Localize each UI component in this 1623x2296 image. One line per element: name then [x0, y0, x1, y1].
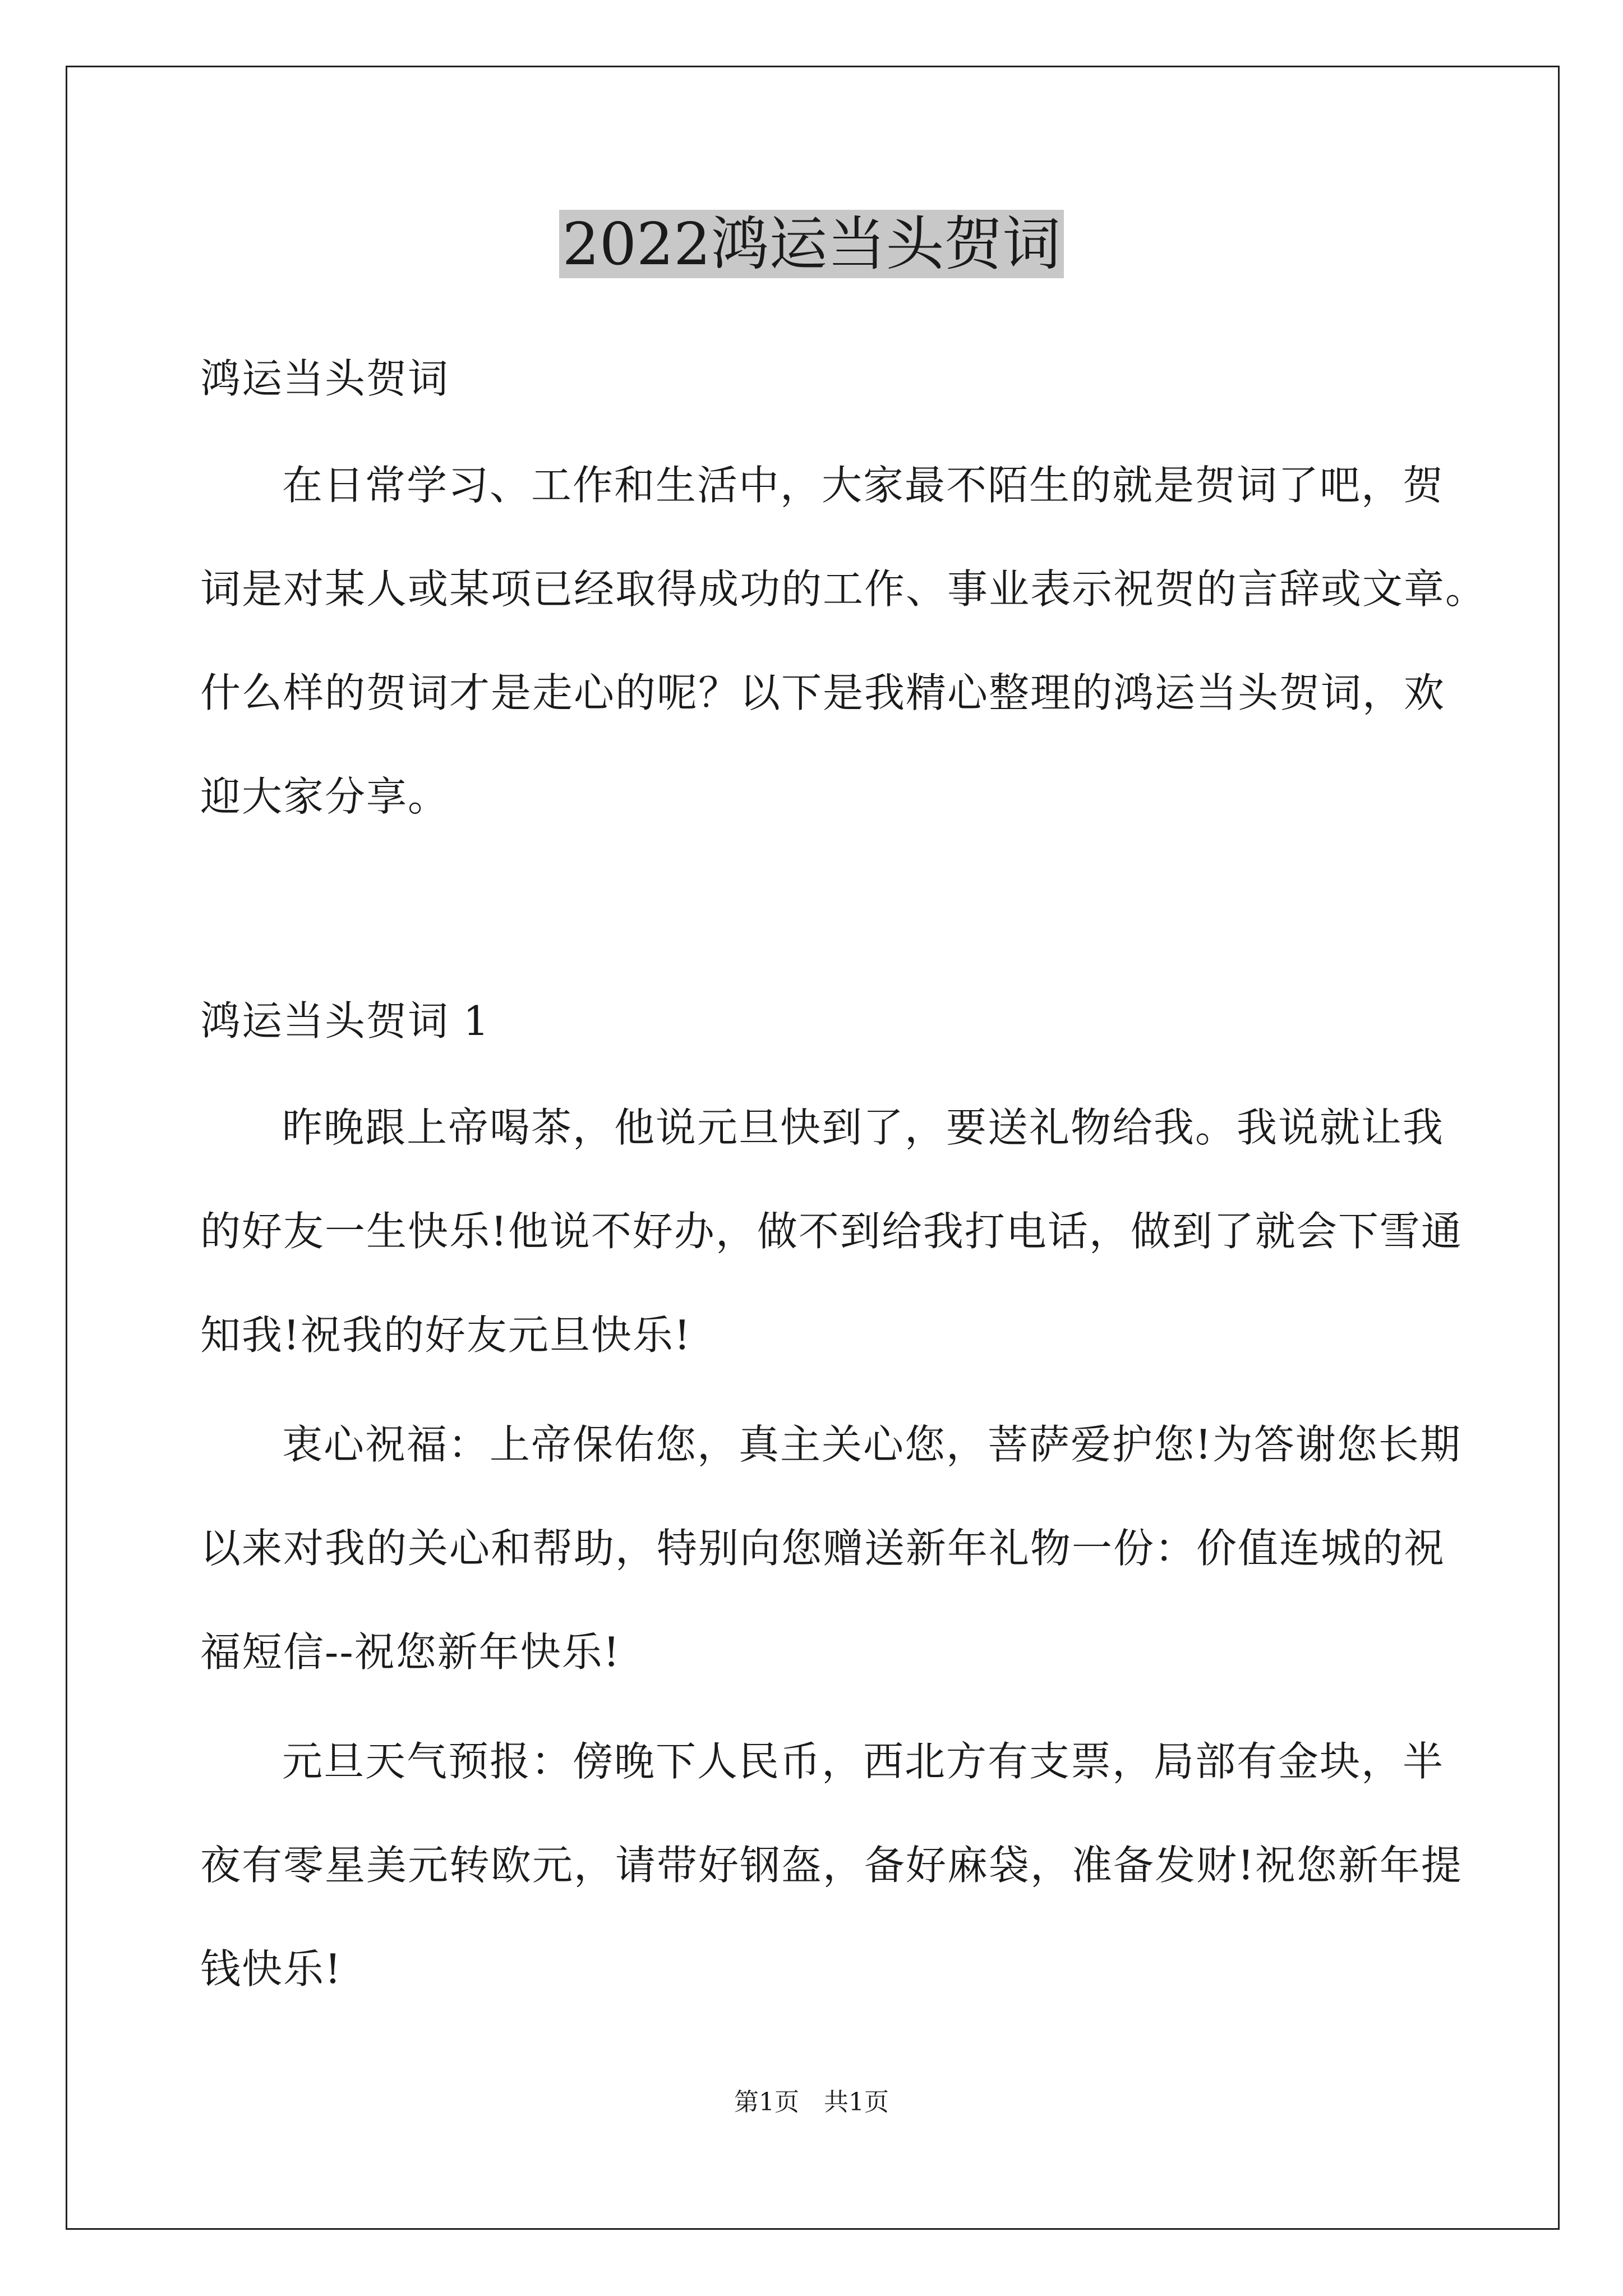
- intro-line: 词是对某人或某项已经取得成功的工作、事业表示祝贺的言辞或文章。: [200, 565, 1487, 613]
- paragraph-line: 知我!祝我的好友元旦快乐!: [200, 1312, 691, 1359]
- paragraph-line: 元旦天气预报：傍晚下人民币，西北方有支票，局部有金块，半: [282, 1738, 1445, 1785]
- paragraph-line: 以来对我的关心和帮助，特别向您赠送新年礼物一份：价值连城的祝: [200, 1525, 1446, 1572]
- paragraph-line: 钱快乐!: [200, 1945, 342, 1993]
- paragraph-line: 福短信--祝您新年快乐!: [200, 1628, 621, 1676]
- paragraph-line: 的好友一生快乐!他说不好办，做不到给我打电话，做到了就会下雪通: [200, 1208, 1463, 1255]
- document-subtitle: 鸿运当头贺词: [200, 355, 450, 402]
- intro-line: 什么样的贺词才是走心的呢？以下是我精心整理的鸿运当头贺词，欢: [200, 669, 1446, 716]
- page-footer: 第1页 共1页: [734, 2088, 889, 2116]
- intro-line: 在日常学习、工作和生活中，大家最不陌生的就是贺词了吧，贺: [282, 462, 1445, 509]
- document-title: [0, 205, 1623, 283]
- document-title-text: 2022鸿运当头贺词: [559, 210, 1064, 278]
- intro-line: 迎大家分享。: [200, 773, 450, 820]
- paragraph-line: 夜有零星美元转欧元，请带好钢盔，备好麻袋，准备发财!祝您新年提: [200, 1842, 1463, 1889]
- paragraph-line: 昨晚跟上帝喝茶，他说元旦快到了，要送礼物给我。我说就让我: [282, 1104, 1445, 1151]
- section-heading: 鸿运当头贺词 1: [200, 997, 490, 1045]
- paragraph-line: 衷心祝福：上帝保佑您，真主关心您，菩萨爱护您!为答谢您长期: [282, 1421, 1461, 1468]
